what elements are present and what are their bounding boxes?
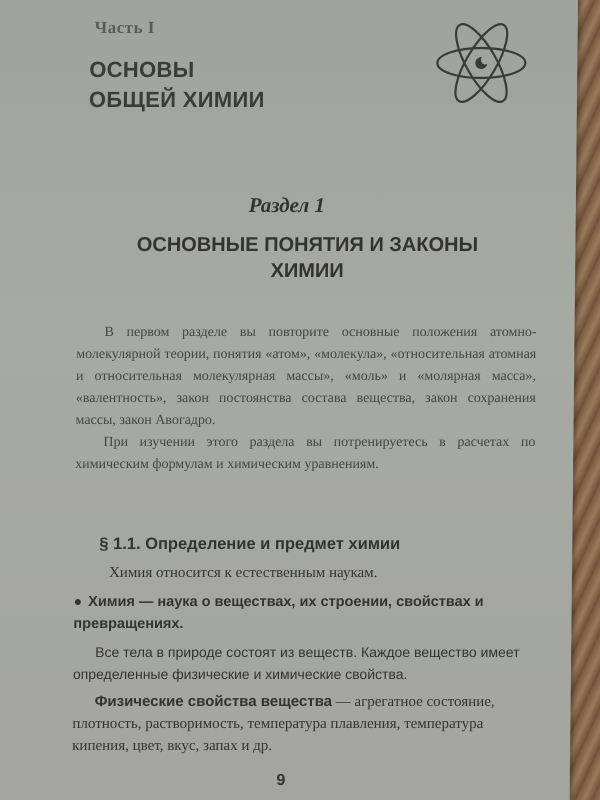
- section-label: Раздел 1: [248, 193, 326, 217]
- atom-icon: [431, 15, 532, 110]
- part-label: Часть I: [94, 18, 156, 37]
- section-intro: [75, 322, 537, 476]
- bullet-icon: ●: [73, 593, 83, 609]
- intro-paragraph: При изучении этого раздела вы потренируетесь в расчетах по химическим формулам и химическим уравнениям.: [75, 435, 536, 472]
- page-number: 9: [276, 772, 286, 789]
- term: Физические свойства вещества: [94, 693, 333, 710]
- term-description: — агрегатное состояние, плотность, растворимость, температура плавления, температура кипения, цвет, вкус, запах и др.: [72, 694, 495, 754]
- section-title-line: ХИМИИ: [270, 260, 344, 282]
- body-paragraph: [72, 691, 538, 757]
- definition: [73, 590, 538, 635]
- body-line: Химия относится к естественным наукам.: [108, 565, 378, 581]
- paragraph-body: [72, 562, 539, 763]
- section-title-line: ОСНОВНЫЕ ПОНЯТИЯ И ЗАКОНЫ: [136, 234, 479, 256]
- paragraph-heading: § 1.1. Определение и предмет химии: [99, 535, 401, 553]
- intro-paragraph: В первом разделе вы повторите основные положения атомно-молекулярной теории, понятия «атом», «молекула», «относительная атомная и относительная молекулярная массы», «моль» и «молярная масса», «валентность», закон постоянства состава вещества, закон сохранения массы, закон Авогадро.: [75, 325, 537, 428]
- part-title-line: ОСНОВЫ: [89, 57, 195, 82]
- section-title: [57, 232, 558, 284]
- part-title-line: ОБЩЕЙ ХИМИИ: [88, 87, 265, 112]
- part-title: [89, 55, 420, 115]
- definition-text: Химия — наука о веществах, их строении, свойствах и превращениях.: [73, 594, 484, 632]
- body-paragraph: Все тела в природе состоят из веществ. Каждое вещество имеет определенные физические и химические свойства.: [72, 644, 520, 682]
